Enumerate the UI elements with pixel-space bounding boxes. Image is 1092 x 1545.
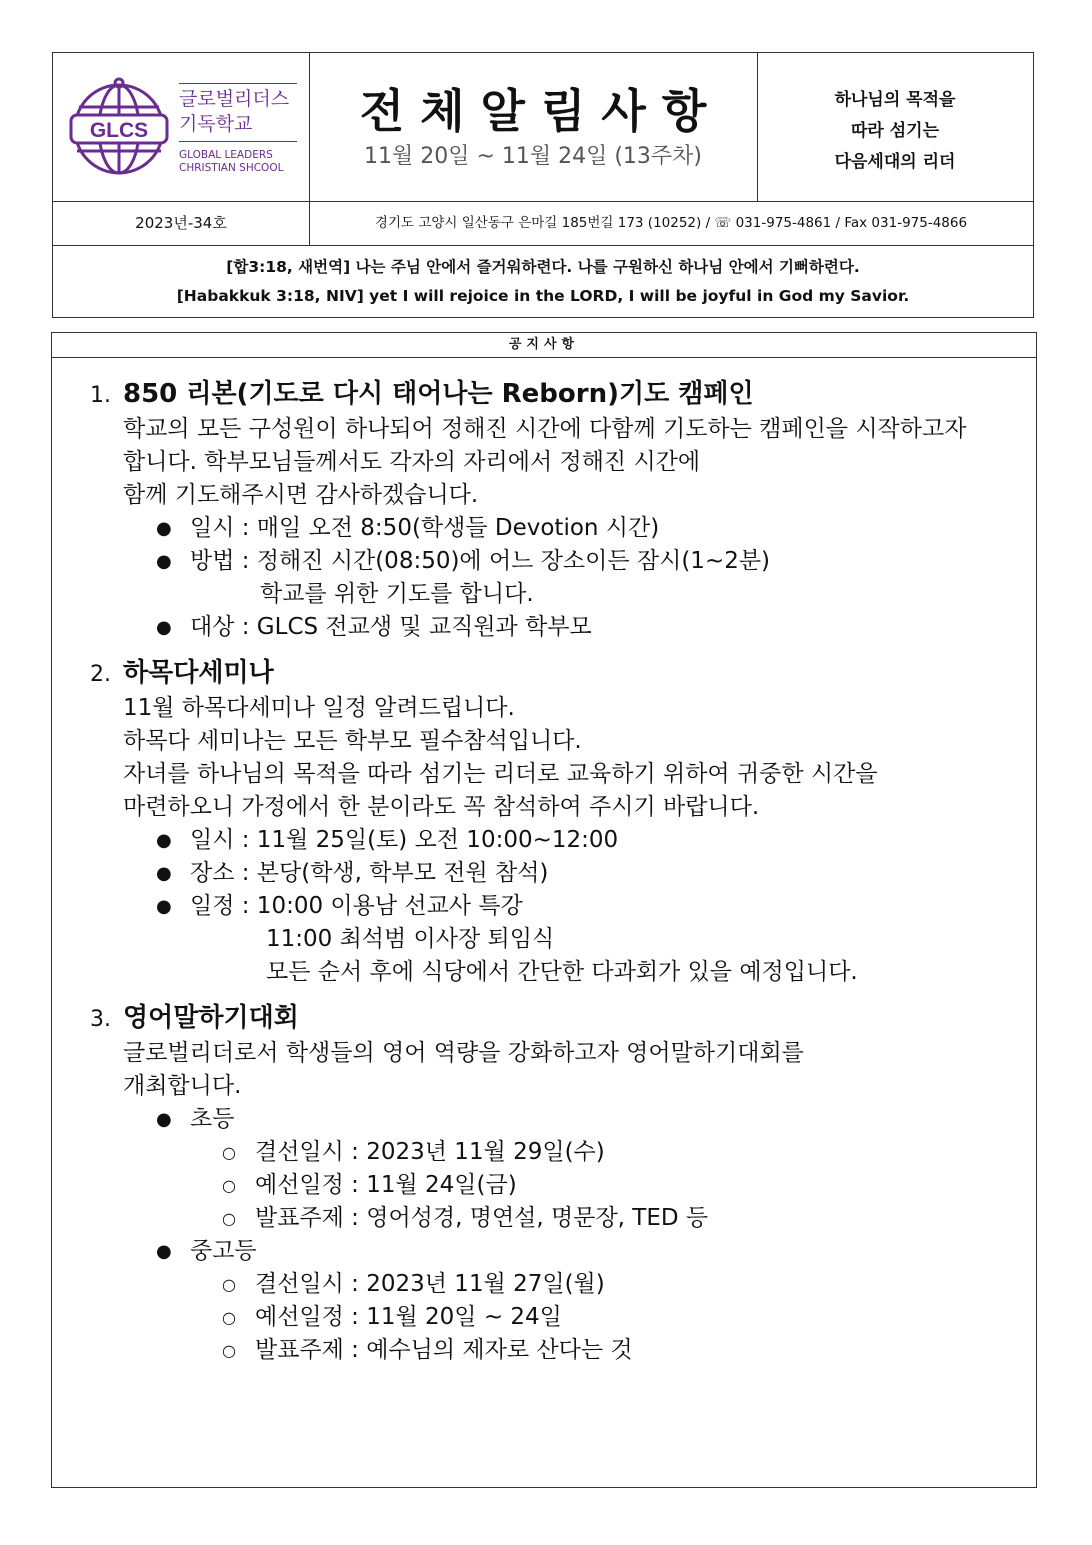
sub-list-item <box>222 1169 1030 1202</box>
bullet-list <box>156 512 1030 644</box>
sub-item-text: 발표주제 : 예수님의 제자로 산다는 것 <box>255 1337 633 1363</box>
bullet-list <box>156 824 1030 989</box>
logo-name-ko <box>179 87 289 137</box>
notice-box <box>51 332 1037 1488</box>
list-item <box>156 824 1030 857</box>
logo-name-ko-line2: 기독학교 <box>179 113 253 135</box>
bullet-icon: ● <box>156 863 172 884</box>
list-item <box>156 1103 1030 1136</box>
list-item <box>156 611 1030 644</box>
list-item-text: 일시 : 11월 25일(토) 오전 10:00~12:00 <box>190 827 619 853</box>
group-label: 초등 <box>190 1106 235 1132</box>
section-speech-contest <box>90 997 1030 1367</box>
sub-item-text: 결선일시 : 2023년 11월 29일(수) <box>255 1139 605 1165</box>
sub-list-item <box>222 1136 1030 1169</box>
bullet-icon: ● <box>156 518 172 539</box>
list-item-continuation: 11:00 최석범 이사장 퇴임식 <box>266 926 555 952</box>
verse-korean: [합3:18, 새번역] 나는 주님 안에서 즐거워하련다. 나를 구원하신 하나님 안에서 기뻐하련다. <box>226 258 860 276</box>
circle-bullet-icon: ○ <box>222 1209 236 1228</box>
list-item <box>156 545 1030 578</box>
paragraph-line: 11월 하목다세미나 일정 알려드립니다. <box>123 695 515 721</box>
list-item-continuation: 모든 순서 후에 식당에서 간단한 다과회가 있을 예정입니다. <box>266 959 858 985</box>
section-heading <box>90 373 1030 413</box>
sub-list-item <box>222 1268 1030 1301</box>
paragraph-line: 합니다. 학부모님들께서도 각자의 자리에서 정해진 시간에 <box>123 449 701 475</box>
logo-name-en-line2: CHRISTIAN SHCOOL <box>179 162 284 174</box>
paragraph-line: 함께 기도해주시면 감사하겠습니다. <box>123 482 479 508</box>
circle-bullet-icon: ○ <box>222 1176 236 1195</box>
paragraph-line: 개최합니다. <box>123 1073 242 1099</box>
motto-line: 하나님의 목적을 <box>834 90 956 110</box>
sub-list <box>222 1136 1030 1235</box>
bullet-list <box>156 1103 1030 1367</box>
sub-list-item <box>222 1202 1030 1235</box>
section-number: 1. <box>90 383 111 408</box>
bullet-icon: ● <box>156 830 172 851</box>
paragraph-line: 마련하오니 가정에서 한 분이라도 꼭 참석하여 주시기 바랍니다. <box>123 794 760 820</box>
circle-bullet-icon: ○ <box>222 1308 236 1327</box>
bullet-icon: ● <box>156 1109 172 1130</box>
list-item-text: 장소 : 본당(학생, 학부모 전원 참석) <box>190 860 549 886</box>
logo-name-en <box>179 149 283 175</box>
circle-bullet-icon: ○ <box>222 1341 236 1360</box>
logo-divider-top <box>179 83 297 84</box>
circle-bullet-icon: ○ <box>222 1143 236 1162</box>
list-item-text: 일시 : 매일 오전 8:50(학생들 Devotion 시간) <box>190 515 660 541</box>
bullet-icon: ● <box>156 896 172 917</box>
sub-item-text: 예선일정 : 11월 24일(금) <box>255 1172 517 1198</box>
section-heading <box>90 997 1030 1037</box>
paragraph-line: 학교의 모든 구성원이 하나되어 정해진 시간에 다함께 기도하는 캠페인을 시작하고자 <box>123 416 967 442</box>
notice-content <box>90 373 1030 1375</box>
period: 11월 20일 ~ 11월 24일 (13주차) <box>363 144 703 169</box>
section-title: 하목다세미나 <box>123 658 274 688</box>
list-item <box>156 857 1030 890</box>
list-item-text: 방법 : 정해진 시간(08:50)에 어느 장소이든 잠시(1~2분) <box>190 548 771 574</box>
verse-english: [Habakkuk 3:18, NIV] yet I will rejoice in the LORD, I will be joyful in God my Savior. <box>176 287 910 305</box>
logo-abbr: GLCS <box>89 119 149 142</box>
motto-cell <box>757 53 1033 201</box>
list-item-text: 일정 : 10:00 이용남 선교사 특강 <box>190 893 523 919</box>
school-logo-icon <box>69 77 169 177</box>
bullet-icon: ● <box>156 551 172 572</box>
sub-item-text: 예선일정 : 11월 20일 ~ 24일 <box>255 1304 562 1330</box>
group-label: 중고등 <box>190 1238 257 1264</box>
section-title: 850 리본(기도로 다시 태어나는 Reborn)기도 캠페인 <box>123 379 754 409</box>
section-heading <box>90 652 1030 692</box>
title-cell <box>309 53 758 201</box>
sub-item-text: 발표주제 : 영어성경, 명연설, 명문장, TED 등 <box>255 1205 709 1231</box>
bullet-icon: ● <box>156 1241 172 1262</box>
section-number: 3. <box>90 1007 111 1032</box>
logo-name-en-line1: GLOBAL LEADERS <box>179 149 273 161</box>
list-item <box>156 890 1030 923</box>
section-seminar <box>90 652 1030 989</box>
paragraph-line: 글로벌리더로서 학생들의 영어 역량을 강화하고자 영어말하기대회를 <box>123 1040 804 1066</box>
section-number: 2. <box>90 662 111 687</box>
sub-item-text: 결선일시 : 2023년 11월 27일(월) <box>255 1271 605 1297</box>
issue-number: 2023년-34호 <box>53 201 310 245</box>
school-address: 경기도 고양시 일산동구 은마길 185번길 173 (10252) / ☏ 031-975-4861 / Fax 031-975-4866 <box>374 215 968 231</box>
page-title: 전체알림사항 <box>359 84 723 138</box>
motto-line: 다음세대의 리더 <box>834 152 956 172</box>
list-item-continuation: 학교를 위한 기도를 합니다. <box>260 581 534 607</box>
motto-line: 따라 섬기는 <box>850 121 940 141</box>
sub-list-item <box>222 1301 1030 1334</box>
header-top-row <box>53 53 1033 202</box>
list-item <box>156 1235 1030 1268</box>
circle-bullet-icon: ○ <box>222 1275 236 1294</box>
header-info-row <box>53 201 1033 246</box>
logo-divider-bottom <box>179 141 297 142</box>
motto <box>757 85 1033 178</box>
header-table <box>52 52 1034 318</box>
logo-cell <box>53 53 310 201</box>
section-prayer-campaign <box>90 373 1030 644</box>
sub-list <box>222 1268 1030 1367</box>
bible-verse <box>53 246 1033 318</box>
logo-name-ko-line1: 글로벌리더스 <box>179 88 290 110</box>
section-title: 영어말하기대회 <box>123 1003 299 1033</box>
list-item-text: 대상 : GLCS 전교생 및 교직원과 학부모 <box>190 614 592 640</box>
sub-list-item <box>222 1334 1030 1367</box>
bullet-icon: ● <box>156 617 172 638</box>
notice-title: 공지사항 <box>52 333 1036 358</box>
paragraph-line: 자녀를 하나님의 목적을 따라 섬기는 리더로 교육하기 위하여 귀중한 시간을 <box>123 761 878 787</box>
list-item <box>156 512 1030 545</box>
paragraph-line: 하목다 세미나는 모든 학부모 필수참석입니다. <box>123 728 582 754</box>
